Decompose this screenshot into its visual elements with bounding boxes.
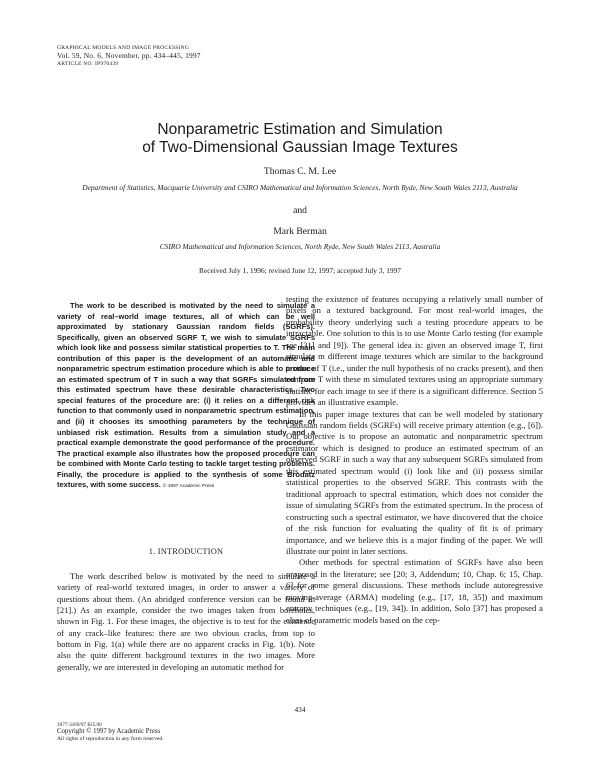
abstract-copyright: © 1997 Academic Press <box>162 484 215 490</box>
affiliation-1: Department of Statistics, Macquarie University and CSIRO Mathematical and Information Sciences, North Ryde, New South Wales 2113, Australia <box>82 183 518 192</box>
received-dates: Received July 1, 1996; revised June 12, 1997; accepted July 3, 1997 <box>199 266 401 275</box>
journal-volume: Vol. 59, No. 6, November, pp. 434–445, 1997 <box>57 51 201 60</box>
page-number: 434 <box>294 705 306 714</box>
footer-copyright: Copyright © 1997 by Academic Press <box>57 727 161 735</box>
author-1: Thomas C. M. Lee <box>263 166 337 177</box>
abstract-text: The work to be described is motivated by the need to simulate a variety of real–world image textures, all of which can be well approximated by stationary Gaussian random fields (SGRFs). Specifically, given an observed SGRF T, we wish to simulate SGRFs which look like and possess similar statistical properties to T. The main contribution of this paper is the development of an automatic and nonparametric spectrum estimation procedure which is able to produce an estimated spectrum of T in such a way that SGRFs simulated from this estimated spectrum have these desirable characteristics. Two special features of the procedure are: (i) it relies on a different risk function to that commonly used in nonparametric spectrum estimation, and (ii) it chooses its smoothing parameters by the technique of unbiased risk estimation. Results from a simulation study and a practical example demonstrate the good performance of the procedure. The practical example also illustrates how the proposed procedure can be combined with Monte Carlo testing to tackle target testing problems. Finally, the procedure is applied to the synthesis of some Brodatz textures, with some success. <box>57 301 315 490</box>
author-2: Mark Berman <box>273 226 327 237</box>
footer <box>57 722 164 743</box>
journal-name: GRAPHICAL MODELS AND IMAGE PROCESSING <box>57 45 190 51</box>
affiliation-2: CSIRO Mathematical and Information Sciences, North Ryde, New South Wales 2113, Australia <box>159 242 441 251</box>
right-paragraph-3: Other methods for spectral estimation of SGRFs have also been proposed in the literature; see [20; 3, Addendum; 10, Chap. 6; 15, Chap. 6] for some general discussions. These methods include autoregressive moving-average (ARMA) modeling (e.g., [17, 18, 35]) and maximum entropy techniques (e.g., [19, 34]). In addition, Solo [37] has proposed a class of parametric models based on the cep- <box>286 557 543 625</box>
right-paragraph-2: In this paper image textures that can be well modeled by stationary Gaussian random fields (SGRFs) will receive primary attention (e.g., [6]). Our objective is to propose an automatic and nonparametric spectrum estimator which is designed to produce an estimated spectrum of an observed SGRF in such a way that any subsequent SGRFs simulated from this estimated spectrum would (i) look like and (ii) possess similar statistical properties to the observed SGRF. This contrasts with the traditional approach to spectral estimation, which does not consider the issue of simulating SGRFs from the estimated spectrum. In the process of constructing such a spectral estimator, we have discovered that the choice of the risk function for evaluating the quality of fit is of primary importance, and we believe this is a major finding of the paper. We will illustrate our point in later sections. <box>286 408 543 556</box>
right-column <box>286 294 543 626</box>
paper-title-line-2: of Two-Dimensional Gaussian Image Textures <box>142 139 458 156</box>
paper-title-line-1: Nonparametric Estimation and Simulation <box>157 121 443 138</box>
footer-rights: All rights of reproduction in any form reserved. <box>57 735 164 742</box>
article-number: ARTICLE NO. IP970439 <box>57 61 119 67</box>
footer-issn: 1077-3169/97 $25.00 <box>57 722 102 728</box>
journal-header <box>57 44 201 68</box>
intro-left-column <box>57 571 315 673</box>
section-heading: 1. INTRODUCTION <box>148 547 224 556</box>
right-paragraph-1: testing the existence of features occupying a relatively small number of pixels on a textured background. For most real-world images, the probability theory underlying such a testing procedure appears to be intractable. One solution to this is to use Monte Carlo testing (for example see [31] and [9]). The general idea is: given an observed image T, first simulate m different image textures which are similar to the background texture of T (i.e., under the null hypothesis of no cracks present), and then compare T with these m simulated textures using an appropriate summary statistic for each image to see if there is a significant difference. Section 5 provides an illustrative example. <box>286 294 543 408</box>
abstract <box>57 301 315 493</box>
and-separator: and <box>293 205 307 216</box>
intro-paragraph: The work described below is motivated by the need to simulate a variety of real-world textured images, in order to answer a variety of questions about them. (An abridged conference version can be found in [21].) As an example, consider the two images taken from boreholes, shown in Fig. 1. For these images, the objective is to test for the existence of any crack–like features: there are two obvious cracks, from top to bottom in Fig. 1(a) while there are no apparent cracks in Fig. 1(b). Note also the quite different background textures in the two images. More generally, we are interested in developing an automatic method for <box>57 571 315 672</box>
